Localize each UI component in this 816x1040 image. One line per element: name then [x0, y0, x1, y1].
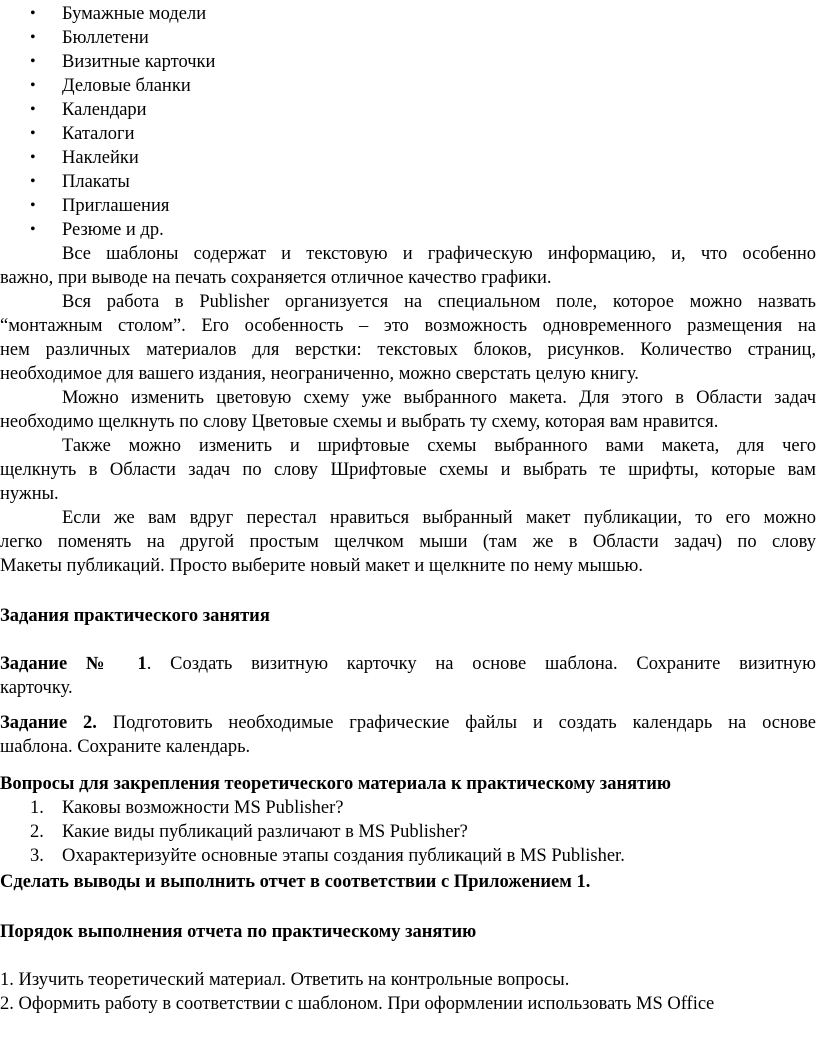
list-item: • Календари: [30, 100, 147, 120]
task-2: Задание 2. Подготовить необходимые графические файлы и создать календарь на основе шаблона. Сохраните календарь.: [0, 713, 816, 757]
task-1-label: Задание № 1: [0, 654, 147, 674]
list-item: • Резюме и др.: [30, 220, 164, 240]
publication-types-list: [0, 2, 215, 242]
paragraph-templates: Все шаблоны содержат и текстовую и графическую информацию, и, что особенно важно, при выводе на печать сохраняется отличное качество графики.: [0, 244, 816, 288]
bullet: •: [30, 221, 36, 238]
conclusion-line: Сделать выводы и выполнить отчет в соответствии с Приложением 1.: [0, 872, 591, 892]
task-1: Задание № 1. Создать визитную карточку на основе шаблона. Сохраните визитную карточку.: [0, 654, 816, 698]
task-2-label: Задание 2.: [0, 713, 97, 733]
bullet: •: [30, 197, 36, 214]
list-item: 2. Какие виды публикаций различают в MS Publisher?: [30, 822, 468, 842]
questions-heading: Вопросы для закрепления теоретического материала к практическому занятию: [0, 774, 671, 794]
questions-list: [0, 796, 625, 868]
report-step: 2. Оформить работу в соответствии с шаблоном. При оформлении использовать MS Office: [0, 994, 715, 1014]
bullet: •: [30, 5, 36, 22]
bullet: •: [30, 29, 36, 46]
list-item: • Бумажные модели: [30, 4, 207, 24]
bullet: •: [30, 125, 36, 142]
list-item: 3. Охарактеризуйте основные этапы создания публикаций в MS Publisher.: [30, 846, 625, 866]
list-item: • Бюллетени: [30, 28, 149, 48]
report-heading: Порядок выполнения отчета по практическому занятию: [0, 922, 477, 942]
list-item: 1. Каковы возможности MS Publisher?: [30, 798, 344, 818]
paragraph-color-schemes: Можно изменить цветовую схему уже выбранного макета. Для этого в Области задач необходимо щелкнуть по слову Цветовые схемы и выбрать ту схему, которая вам нравится.: [0, 388, 816, 432]
bullet: •: [30, 77, 36, 94]
bullet: •: [30, 149, 36, 166]
practice-heading: Задания практического занятия: [0, 606, 270, 626]
bullet: •: [30, 101, 36, 118]
list-item: • Плакаты: [30, 172, 130, 192]
list-item: • Визитные карточки: [30, 52, 216, 72]
list-item: • Деловые бланки: [30, 76, 191, 96]
bullet: •: [30, 173, 36, 190]
list-item: • Наклейки: [30, 148, 139, 168]
list-item: • Приглашения: [30, 196, 170, 216]
report-step: 1. Изучить теоретический материал. Ответить на контрольные вопросы.: [0, 970, 570, 990]
list-item: • Каталоги: [30, 124, 135, 144]
paragraph-workspace: Вся работа в Publisher организуется на специальном поле, которое можно назвать “монтажным столом”. Его особенность – это возможность одновременного размещения на нем различных материалов для верстки: текстовых блоков, рисунков. Количество страниц, необходимое для вашего издания, неограниченно, можно сверстать целую книгу.: [0, 292, 816, 384]
paragraph-font-schemes: Также можно изменить и шрифтовые схемы выбранного вами макета, для чего щелкнуть в Области задач по слову Шрифтовые схемы и выбрать те шрифты, которые вам нужны.: [0, 436, 816, 504]
bullet: •: [30, 53, 36, 70]
paragraph-layouts: Если же вам вдруг перестал нравиться выбранный макет публикации, то его можно легко поменять на другой простым щелчком мыши (там же в Области задач) по слову Макеты публикаций. Просто выберите новый макет и щелкните по нему мышью.: [0, 508, 816, 576]
